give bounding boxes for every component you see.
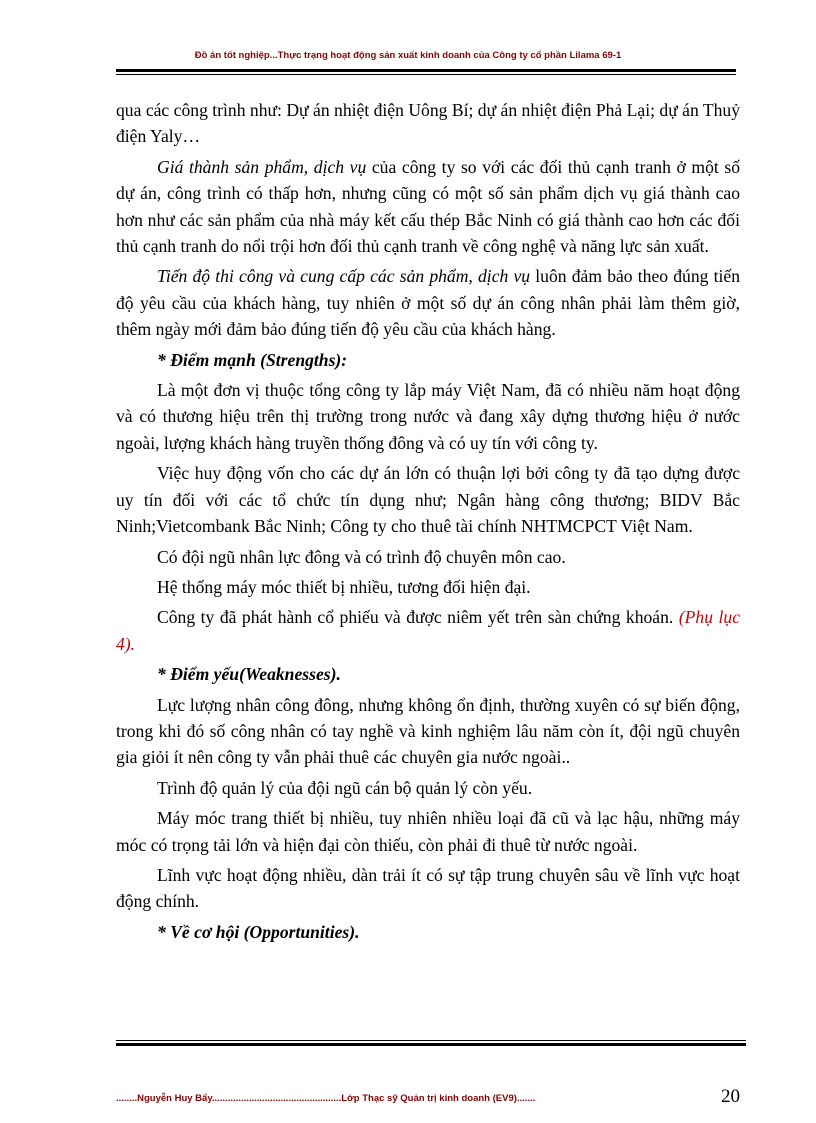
paragraph-price: [116, 154, 740, 260]
strength-paragraph: Có đội ngũ nhân lực đông và có trình độ chuyên môn cao.: [157, 546, 566, 567]
strength-paragraph: Việc huy động vốn cho các dự án lớn có thuận lợi bởi công ty đã tạo dựng được uy tín đối với các tổ chức tín dụng như; Ngân hàng công thương; BIDV Bắc Ninh;Vietcombank Bắc Ninh; Công ty cho thuê tài chính NHTMCPCT Việt Nam.: [116, 463, 740, 537]
strength-paragraph: Là một đơn vị thuộc tổng công ty lắp máy Việt Nam, đã có nhiều năm hoạt động và có thương hiệu trên thị trường trong nước và đang xây dựng thương hiệu ở nước ngoài, lượng khách hàng truyền thống đông và có uy tín với công ty.: [116, 380, 740, 453]
header-divider-thick: [116, 69, 736, 72]
appendix-4-reference[interactable]: (Phụ lục 4).: [116, 607, 741, 654]
weakness-paragraph: Lĩnh vực hoạt động nhiều, dàn trải ít có sự tập trung chuyên sâu về lĩnh vực hoạt động chính.: [116, 864, 740, 912]
footer-divider-thick: [116, 1043, 746, 1046]
footer-divider-thin: [116, 1040, 746, 1041]
paragraph-price-text: của công ty so với các đối thủ cạnh tranh ở một số dự án, công trình có thấp hơn, nhưng cũng có một số sản phẩm dịch vụ giá thành cao hơn như các sản phẩm của nhà máy kết cấu thép Bắc Ninh có giá thành cao hơn các đối thủ cạnh tranh do nổi trội hơn đối thủ cạnh tranh về công nghệ và năng lực sản xuất.: [116, 156, 741, 257]
paragraph-schedule-lead: Tiến độ thi công và cung cấp các sản phẩm, dịch vụ: [157, 266, 531, 287]
weakness-paragraph: Lực lượng nhân công đông, nhưng không ổn định, thường xuyên có sự biến động, trong khi đó số công nhân có tay nghề và kinh nghiệm lâu năm còn ít, đội ngũ chuyên gia giỏi ít nên công ty vẫn phải thuê các chuyên gia nước ngoài..: [116, 694, 740, 768]
running-footer-author: ........Nguyễn Huy Bẩy.................................................Lớp Thạc sỹ Quản trị kinh doanh (EV9).......: [116, 1093, 536, 1104]
strength-paragraph-listing: [116, 604, 740, 657]
weakness-paragraph: Trình độ quản lý của đội ngũ cán bộ quản lý còn yếu.: [157, 777, 533, 798]
weakness-paragraph: Máy móc trang thiết bị nhiều, tuy nhiên nhiều loại đã cũ và lạc hậu, những máy móc có trọng tải lớn và hiện đại còn thiếu, còn phải đi thuê từ nước ngoài.: [116, 808, 740, 855]
document-body: [116, 97, 740, 945]
page-number: 20: [721, 1086, 740, 1107]
strength-listing-text: Công ty đã phát hành cổ phiếu và được niêm yết trên sàn chứng khoán.: [157, 607, 674, 628]
paragraph-schedule: [116, 263, 740, 342]
strengths-heading: * Điểm mạnh (Strengths):: [157, 349, 348, 370]
opportunities-heading: * Về cơ hội (Opportunities).: [157, 921, 360, 942]
weaknesses-heading: * Điểm yếu(Weaknesses).: [157, 664, 341, 685]
paragraph-schedule-text: luôn đảm bảo theo đúng tiến độ yêu cầu của khách hàng, tuy nhiên ở một số dự án công nhân phải làm thêm giờ, thêm ngày mới đảm bảo đúng tiến độ yêu cầu của khách hàng.: [116, 266, 740, 340]
paragraph-continuation: qua các công trình như: Dự án nhiệt điện Uông Bí; dự án nhiệt điện Phả Lại; dự án Thuỷ điện Yaly…: [116, 100, 740, 147]
header-divider-thin: [116, 74, 736, 75]
running-header-title: Đồ án tốt nghiệp...Thực trạng hoạt động sản xuất kinh doanh của Công ty cổ phần Lilama 69-1: [194, 50, 622, 61]
paragraph-price-lead: Giá thành sản phẩm, dịch vụ: [157, 156, 367, 177]
strength-paragraph: Hệ thống máy móc thiết bị nhiều, tương đối hiện đại.: [157, 576, 531, 597]
